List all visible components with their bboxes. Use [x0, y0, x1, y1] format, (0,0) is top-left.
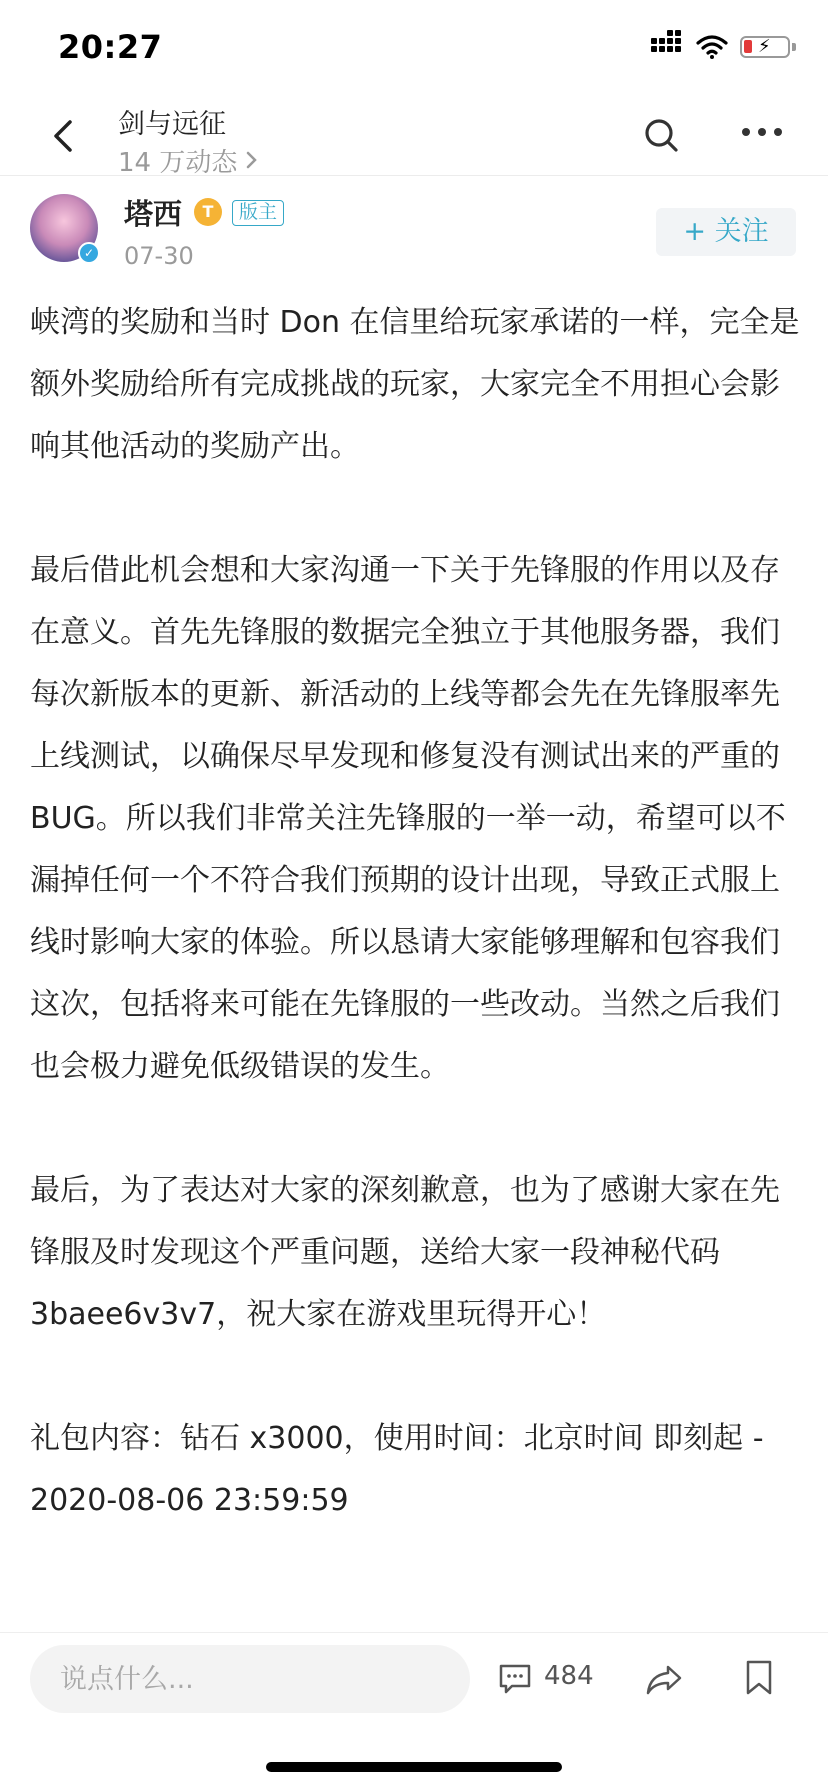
bottom-action-bar — [0, 1632, 828, 1732]
back-icon[interactable] — [46, 108, 82, 164]
wifi-icon — [696, 34, 728, 60]
comment-input[interactable] — [30, 1645, 470, 1713]
post-date: 07-30 — [124, 242, 194, 270]
comment-count[interactable]: 484 — [544, 1661, 594, 1691]
signal-icon — [651, 34, 687, 60]
status-bar — [0, 0, 828, 96]
search-icon[interactable] — [640, 114, 684, 158]
comment-icon[interactable] — [498, 1663, 532, 1695]
battery-icon: ⚡ — [740, 36, 790, 58]
share-icon[interactable] — [644, 1663, 684, 1697]
post-paragraph: 最后，为了表达对大家的深刻歉意，也为了感谢大家在先锋服及时发现这个严重问题，送给大家一段神秘代码 3baee6v3v7，祝大家在游戏里玩得开心！ — [30, 1173, 780, 1332]
author-row — [0, 190, 828, 280]
forum-count[interactable] — [118, 142, 259, 179]
verified-icon: ✓ — [78, 242, 100, 264]
post-paragraph: 峡湾的奖励和当时 Don 在信里给玩家承诺的一样，完全是额外奖励给所有完成挑战的玩家，大家完全不用担心会影响其他活动的奖励产出。 — [30, 305, 800, 464]
avatar[interactable] — [30, 194, 98, 262]
role-badge: 版主 — [232, 200, 284, 226]
forum-name[interactable]: 剑与远征 — [118, 109, 226, 140]
level-badge: T — [194, 198, 222, 226]
bookmark-icon[interactable] — [744, 1659, 774, 1697]
forum-count-label: 14 万动态 — [118, 148, 238, 178]
home-indicator — [266, 1762, 562, 1772]
author-name[interactable]: 塔西 — [124, 197, 183, 231]
more-icon[interactable] — [740, 122, 784, 142]
status-time: 20:27 — [58, 28, 163, 66]
post-paragraph: 最后借此机会想和大家沟通一下关于先锋服的作用以及存在意义。首先先锋服的数据完全独立于其他服务器，我们每次新版本的更新、新活动的上线等都会先在先锋服率先上线测试，以确保尽早发现和修复没有测试出来的严重的BUG。所以我们非常关注先锋服的一举一动，希望可以不漏掉任何一个不符合我们预期的设计出现，导致正式服上线时影响大家的体验。所以恳请大家能够理解和包容我们这次，包括将来可能在先锋服的一些改动。当然之后我们也会极力避免低级错误的发生。 — [30, 553, 786, 1084]
post-content — [30, 292, 800, 1532]
top-nav-bar — [0, 96, 828, 176]
chevron-right-icon — [245, 149, 259, 171]
follow-button[interactable]: + 关注 — [656, 208, 796, 256]
post-paragraph: 礼包内容：钻石 x3000，使用时间：北京时间 即刻起 - 2020-08-06 23:59:59 — [30, 1421, 764, 1518]
